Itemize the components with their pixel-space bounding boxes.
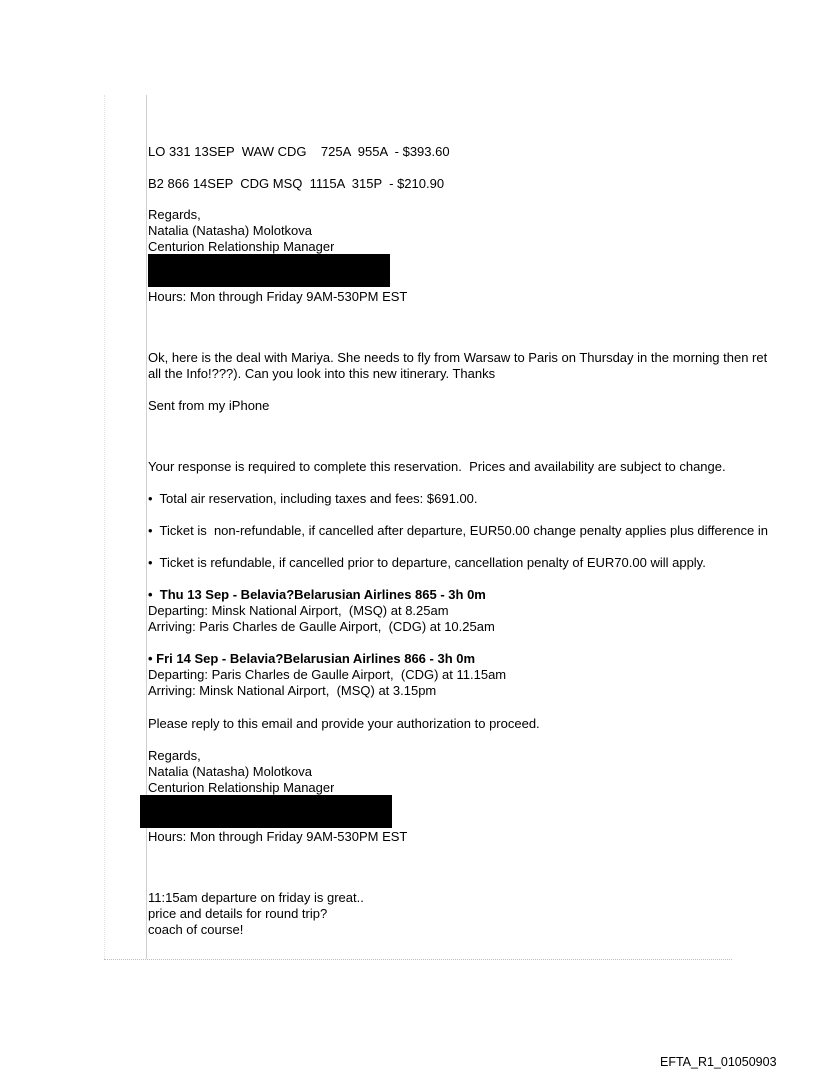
reservation-bullet: • Ticket is non-refundable, if cancelled after departure, EUR50.00 change penalty applies plus difference in	[148, 523, 769, 538]
flight-departing: Departing: Minsk National Airport, (MSQ) at 8.25am	[148, 603, 449, 618]
signature-name: Natalia (Natasha) Molotkova	[148, 223, 313, 238]
flight-departing: Departing: Paris Charles de Gaulle Airport, (CDG) at 11.15am	[148, 667, 507, 682]
flight-heading: • Thu 13 Sep - Belavia?Belarusian Airlines 865 - 3h 0m	[148, 587, 486, 602]
flight-heading: • Fri 14 Sep - Belavia?Belarusian Airlines 866 - 3h 0m	[148, 651, 476, 666]
reply-line: 11:15am departure on friday is great..	[148, 890, 364, 905]
flight-quote-line: LO 331 13SEP WAW CDG 725A 955A - $393.60	[148, 144, 450, 159]
signature-hours: Hours: Mon through Friday 9AM-530PM EST	[148, 829, 408, 844]
reservation-bullet: • Ticket is refundable, if cancelled prior to departure, cancellation penalty of EUR70.00 will apply.	[148, 555, 706, 570]
sent-from: Sent from my iPhone	[148, 398, 270, 413]
message-line: Ok, here is the deal with Mariya. She needs to fly from Warsaw to Paris on Thursday in the morning then ret	[148, 350, 768, 365]
signature-regards: Regards,	[148, 748, 201, 763]
quote-border-outer	[104, 95, 105, 959]
flight-arriving: Arriving: Minsk National Airport, (MSQ) at 3.15pm	[148, 683, 437, 698]
quote-border-left	[146, 95, 147, 959]
flight-quote-line: B2 866 14SEP CDG MSQ 1115A 315P - $210.90	[148, 176, 445, 191]
redaction-box	[140, 795, 392, 828]
reply-line: coach of course!	[148, 922, 244, 937]
signature-hours: Hours: Mon through Friday 9AM-530PM EST	[148, 289, 408, 304]
flight-arriving: Arriving: Paris Charles de Gaulle Airport, (CDG) at 10.25am	[148, 619, 495, 634]
reservation-bullet: • Total air reservation, including taxes and fees: $691.00.	[148, 491, 478, 506]
signature-title: Centurion Relationship Manager	[148, 239, 335, 254]
reservation-intro: Your response is required to complete this reservation. Prices and availability are subject to change.	[148, 459, 726, 474]
reply-line: price and details for round trip?	[148, 906, 328, 921]
document-id: EFTA_R1_01050903	[660, 1055, 777, 1069]
redaction-box	[148, 254, 390, 287]
message-line: all the Info!???). Can you look into this new itinerary. Thanks	[148, 366, 496, 381]
signature-name: Natalia (Natasha) Molotkova	[148, 764, 313, 779]
reply-request: Please reply to this email and provide your authorization to proceed.	[148, 716, 540, 731]
quote-border-bottom	[104, 959, 732, 960]
signature-regards: Regards,	[148, 207, 201, 222]
signature-title: Centurion Relationship Manager	[148, 780, 335, 795]
